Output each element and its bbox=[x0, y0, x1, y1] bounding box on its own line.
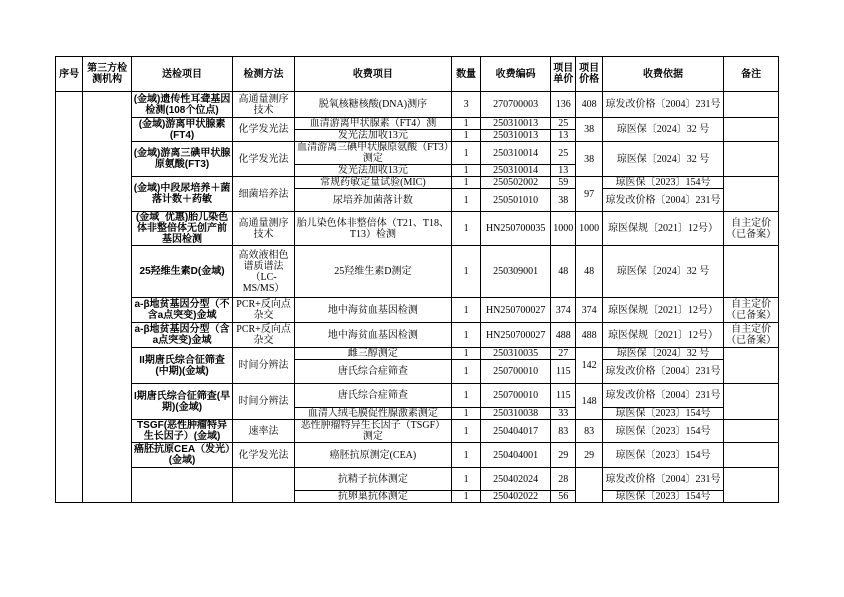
fee-qty: 1 bbox=[451, 177, 480, 189]
fee-code: 250310014 bbox=[481, 165, 551, 177]
fee-qty: 1 bbox=[451, 298, 480, 323]
fee-item: 地中海贫血基因检测 bbox=[294, 298, 451, 323]
item-price: 408 bbox=[576, 92, 602, 118]
note-cell: 自主定价（已备案） bbox=[724, 212, 779, 246]
fee-code: HN250700027 bbox=[481, 298, 551, 323]
fee-qty: 1 bbox=[451, 130, 480, 142]
fee-basis: 琼医保规〔2021〕12号） bbox=[602, 323, 724, 348]
fee-qty: 1 bbox=[451, 468, 480, 491]
fee-code: 250309001 bbox=[481, 246, 551, 298]
item-price bbox=[576, 468, 602, 503]
note-cell: 自主定价（已备案） bbox=[724, 298, 779, 323]
fee-unit-price: 374 bbox=[551, 298, 576, 323]
fee-item: 抗卵巢抗体测定 bbox=[294, 491, 451, 503]
header-price: 项目价格 bbox=[576, 57, 602, 92]
fee-unit-price: 1000 bbox=[551, 212, 576, 246]
fee-code: 250501010 bbox=[481, 189, 551, 212]
test-method: 时间分辨法 bbox=[233, 384, 295, 420]
third-party-cell bbox=[83, 92, 132, 503]
table-row bbox=[56, 323, 779, 348]
fee-code: 250402022 bbox=[481, 491, 551, 503]
note-cell bbox=[724, 420, 779, 443]
test-item: a-β地贫基因分型（含a点突变)金域 bbox=[131, 323, 232, 348]
fee-basis: 琼医保〔2024〕32 号 bbox=[602, 142, 724, 177]
item-price: 29 bbox=[576, 443, 602, 468]
table-row bbox=[56, 420, 779, 443]
fee-unit-price: 28 bbox=[551, 468, 576, 491]
header-method: 检测方法 bbox=[233, 57, 295, 92]
fee-item: 尿培养加菌落计数 bbox=[294, 189, 451, 212]
fee-qty: 1 bbox=[451, 189, 480, 212]
fee-qty: 1 bbox=[451, 360, 480, 384]
fee-basis: 琼医保〔2023〕154号 bbox=[602, 491, 724, 503]
fee-basis: 琼医保〔2023〕154号 bbox=[602, 177, 724, 189]
fee-item: 雌三醇测定 bbox=[294, 348, 451, 360]
fee-basis: 琼医保规〔2021〕12号） bbox=[602, 298, 724, 323]
fee-qty: 1 bbox=[451, 165, 480, 177]
table-row bbox=[56, 384, 779, 408]
fee-qty: 3 bbox=[451, 92, 480, 118]
test-method: 高通量测序技术 bbox=[233, 212, 295, 246]
fee-code: 250404001 bbox=[481, 443, 551, 468]
test-item: a-β地贫基因分型（不含a点突变)金域 bbox=[131, 298, 232, 323]
header-basis: 收费依据 bbox=[602, 57, 724, 92]
test-method: 高效液相色谱质谱法（LC-MS/MS） bbox=[233, 246, 295, 298]
fee-basis: 琼医保〔2023〕154号 bbox=[602, 408, 724, 420]
fee-unit-price: 29 bbox=[551, 443, 576, 468]
fee-basis: 琼发改价格〔2004〕231号 bbox=[602, 384, 724, 408]
fee-table bbox=[55, 56, 779, 503]
table-body bbox=[56, 92, 779, 503]
fee-code: HN250700027 bbox=[481, 323, 551, 348]
item-price: 148 bbox=[576, 384, 602, 420]
test-method: PCR+反向点杂交 bbox=[233, 298, 295, 323]
test-item: (金域)游离三碘甲状腺原氨酸(FT3) bbox=[131, 142, 232, 177]
fee-code: 250310035 bbox=[481, 348, 551, 360]
fee-unit-price: 33 bbox=[551, 408, 576, 420]
header-seq: 序号 bbox=[56, 57, 83, 92]
fee-code: 250310013 bbox=[481, 118, 551, 130]
fee-qty: 1 bbox=[451, 443, 480, 468]
test-item: (金域)中段尿培养＋菌落计数＋药敏 bbox=[131, 177, 232, 212]
fee-code: 250310014 bbox=[481, 142, 551, 165]
header-note: 备注 bbox=[724, 57, 779, 92]
fee-qty: 1 bbox=[451, 348, 480, 360]
table-row bbox=[56, 443, 779, 468]
test-method: PCR+反向点杂交 bbox=[233, 323, 295, 348]
fee-basis: 琼医保〔2024〕32 号 bbox=[602, 348, 724, 360]
note-cell bbox=[724, 92, 779, 118]
fee-unit-price: 488 bbox=[551, 323, 576, 348]
fee-unit-price: 48 bbox=[551, 246, 576, 298]
fee-unit-price: 25 bbox=[551, 142, 576, 165]
item-price: 48 bbox=[576, 246, 602, 298]
item-price: 83 bbox=[576, 420, 602, 443]
fee-qty: 1 bbox=[451, 408, 480, 420]
fee-item: 恶性肿瘤特异生长因子（TSGF）测定 bbox=[294, 420, 451, 443]
test-method: 化学发光法 bbox=[233, 443, 295, 468]
item-price: 38 bbox=[576, 142, 602, 177]
note-cell bbox=[724, 177, 779, 212]
table-row bbox=[56, 246, 779, 298]
table-row bbox=[56, 142, 779, 165]
fee-item: 脱氧核糖核酸(DNA)测序 bbox=[294, 92, 451, 118]
fee-unit-price: 56 bbox=[551, 491, 576, 503]
fee-item: 抗精子抗体测定 bbox=[294, 468, 451, 491]
fee-basis: 琼发改价格〔2004〕231号 bbox=[602, 92, 724, 118]
test-item: I期唐氏综合征筛查(早期)(金域) bbox=[131, 384, 232, 420]
fee-code: 250700010 bbox=[481, 360, 551, 384]
fee-qty: 1 bbox=[451, 212, 480, 246]
fee-item: 发光法加收13元 bbox=[294, 165, 451, 177]
note-cell bbox=[724, 348, 779, 384]
fee-basis: 琼医保〔2023〕154号 bbox=[602, 420, 724, 443]
test-item: (金域)遗传性耳聋基因检测(108个位点) bbox=[131, 92, 232, 118]
fee-qty: 1 bbox=[451, 420, 480, 443]
fee-item: 常规药敏定量试验(MIC) bbox=[294, 177, 451, 189]
note-cell bbox=[724, 246, 779, 298]
note-cell bbox=[724, 142, 779, 177]
test-method: 细菌培养法 bbox=[233, 177, 295, 212]
test-item bbox=[131, 468, 232, 503]
fee-qty: 1 bbox=[451, 491, 480, 503]
header-fee-item: 收费项目 bbox=[294, 57, 451, 92]
fee-unit-price: 25 bbox=[551, 118, 576, 130]
test-method: 时间分辨法 bbox=[233, 348, 295, 384]
test-item: (金域)游离甲状腺素(FT4) bbox=[131, 118, 232, 142]
header-item: 送检项目 bbox=[131, 57, 232, 92]
fee-basis: 琼发改价格〔2004〕231号 bbox=[602, 189, 724, 212]
item-price: 488 bbox=[576, 323, 602, 348]
fee-qty: 1 bbox=[451, 142, 480, 165]
fee-code: 250310013 bbox=[481, 130, 551, 142]
note-cell bbox=[724, 468, 779, 503]
fee-unit-price: 38 bbox=[551, 189, 576, 212]
fee-unit-price: 115 bbox=[551, 384, 576, 408]
fee-item: 发光法加收13元 bbox=[294, 130, 451, 142]
seq-cell bbox=[56, 92, 83, 503]
fee-item: 胎儿染色体非整倍体（T21、T18、T13）检测 bbox=[294, 212, 451, 246]
header-third-party: 第三方检测机构 bbox=[83, 57, 132, 92]
item-price: 374 bbox=[576, 298, 602, 323]
fee-qty: 1 bbox=[451, 323, 480, 348]
item-price: 38 bbox=[576, 118, 602, 142]
fee-basis: 琼医保〔2023〕154号 bbox=[602, 443, 724, 468]
test-item: TSGF(恶性肿瘤特异生长因子）(金域) bbox=[131, 420, 232, 443]
fee-item: 唐氏综合症筛查 bbox=[294, 384, 451, 408]
fee-code: 270700003 bbox=[481, 92, 551, 118]
fee-unit-price: 59 bbox=[551, 177, 576, 189]
fee-item: 唐氏综合症筛查 bbox=[294, 360, 451, 384]
fee-item: 血清人绒毛膜促性腺激素测定 bbox=[294, 408, 451, 420]
item-price: 142 bbox=[576, 348, 602, 384]
fee-code: 250310038 bbox=[481, 408, 551, 420]
fee-unit-price: 27 bbox=[551, 348, 576, 360]
item-price: 97 bbox=[576, 177, 602, 212]
note-cell bbox=[724, 118, 779, 142]
test-item: II期唐氏综合征筛查(中期)(金域) bbox=[131, 348, 232, 384]
test-method: 速率法 bbox=[233, 420, 295, 443]
fee-basis: 琼发改价格〔2004〕231号 bbox=[602, 360, 724, 384]
fee-basis: 琼医保〔2024〕32 号 bbox=[602, 246, 724, 298]
fee-basis: 琼医保〔2024〕32 号 bbox=[602, 118, 724, 142]
fee-code: HN250700035 bbox=[481, 212, 551, 246]
fee-unit-price: 136 bbox=[551, 92, 576, 118]
table-row bbox=[56, 468, 779, 491]
fee-item: 25羟维生素D测定 bbox=[294, 246, 451, 298]
table-row bbox=[56, 177, 779, 189]
table-row bbox=[56, 118, 779, 130]
fee-code: 250502002 bbox=[481, 177, 551, 189]
table-row bbox=[56, 212, 779, 246]
header-row bbox=[56, 57, 779, 92]
fee-code: 250404017 bbox=[481, 420, 551, 443]
header-code: 收费编码 bbox=[481, 57, 551, 92]
fee-code: 250700010 bbox=[481, 384, 551, 408]
table-row bbox=[56, 348, 779, 360]
header-qty: 数量 bbox=[451, 57, 480, 92]
table-row bbox=[56, 298, 779, 323]
table-row bbox=[56, 92, 779, 118]
fee-unit-price: 13 bbox=[551, 130, 576, 142]
fee-code: 250402024 bbox=[481, 468, 551, 491]
test-item: 癌胚抗原CEA（发光）(金域) bbox=[131, 443, 232, 468]
item-price: 1000 bbox=[576, 212, 602, 246]
fee-qty: 1 bbox=[451, 384, 480, 408]
fee-basis: 琼医保规〔2021〕12号） bbox=[602, 212, 724, 246]
test-item: (金域_优惠)胎儿染色体非整倍体无创产前基因检测 bbox=[131, 212, 232, 246]
note-cell bbox=[724, 443, 779, 468]
note-cell: 自主定价（已备案） bbox=[724, 323, 779, 348]
header-unit-price: 项目单价 bbox=[551, 57, 576, 92]
fee-unit-price: 13 bbox=[551, 165, 576, 177]
fee-basis: 琼发改价格〔2004〕231号 bbox=[602, 468, 724, 491]
fee-item: 地中海贫血基因检测 bbox=[294, 323, 451, 348]
fee-qty: 1 bbox=[451, 118, 480, 130]
test-method: 化学发光法 bbox=[233, 142, 295, 177]
fee-unit-price: 83 bbox=[551, 420, 576, 443]
test-method: 高通量测序技术 bbox=[233, 92, 295, 118]
fee-item: 癌胚抗原测定(CEA) bbox=[294, 443, 451, 468]
test-method: 化学发光法 bbox=[233, 118, 295, 142]
test-item: 25羟维生素D(金域) bbox=[131, 246, 232, 298]
fee-item: 血清游离三碘甲状腺原氨酸（FT3）测定 bbox=[294, 142, 451, 165]
fee-item: 血清游离甲状腺素（FT4）测 bbox=[294, 118, 451, 130]
note-cell bbox=[724, 384, 779, 420]
test-method bbox=[233, 468, 295, 503]
fee-unit-price: 115 bbox=[551, 360, 576, 384]
fee-qty: 1 bbox=[451, 246, 480, 298]
